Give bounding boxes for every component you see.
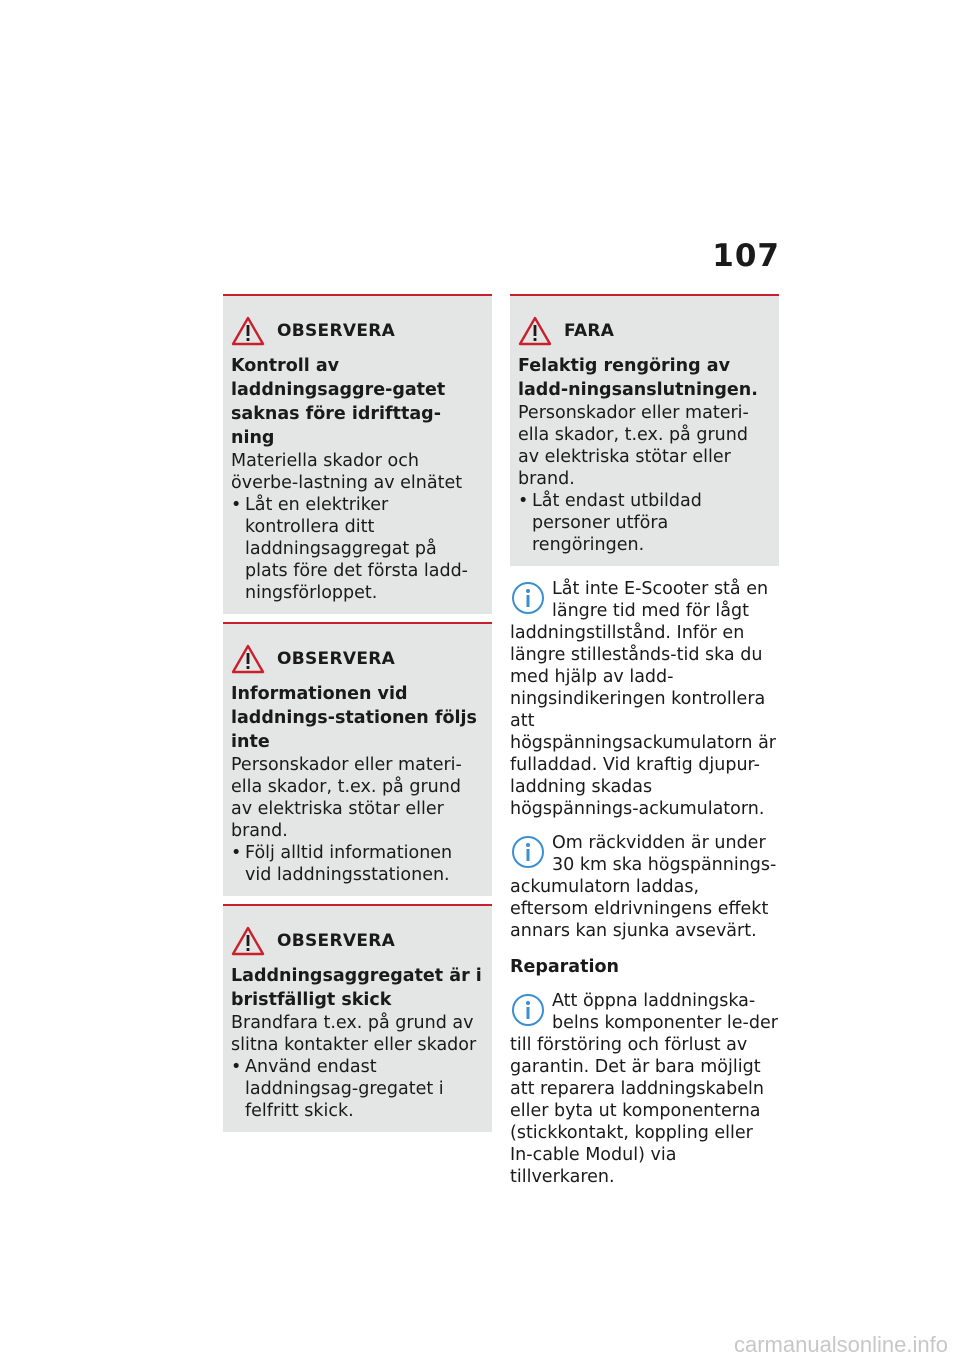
box-text: Personskador eller materi-ella skador, t.ex. på grund av elektriska stötar eller brand.	[231, 755, 462, 841]
box-title: Laddningsaggregatet är i bristfälligt skick	[231, 966, 482, 1010]
info-icon	[510, 992, 546, 1028]
info-note-repair: Att öppna laddningska-belns komponenter le-der till förstöring och förlust av garantin. Det är bara möjligt att reparera laddningskabeln eller byta ut komponenterna (stickkontakt, koppling eller In-cable Modul) via tillverkaren.	[510, 991, 778, 1187]
warning-triangle-icon	[231, 926, 265, 956]
box-title: Informationen vid laddnings-stationen följs inte	[231, 684, 477, 752]
info-icon	[510, 580, 546, 616]
box-label: OBSERVERA	[277, 649, 396, 669]
bullet-item: • Följ alltid informationen vid laddningsstationen.	[231, 843, 453, 885]
watermark: carmanualsonline.info	[733, 1332, 948, 1357]
box-text: Brandfara t.ex. på grund av slitna kontakter eller skador	[231, 1013, 477, 1055]
box-label: OBSERVERA	[277, 321, 396, 341]
observera-box-1	[223, 294, 492, 614]
box-label: FARA	[564, 321, 615, 341]
box-label: OBSERVERA	[277, 931, 396, 951]
box-title: Kontroll av laddningsaggre-gatet saknas före idrifttag-ning	[231, 356, 446, 448]
box-title: Felaktig rengöring av ladd-ningsanslutningen.	[518, 356, 758, 400]
bullet-item: • Använd endast laddningsag-gregatet i felfritt skick.	[231, 1057, 444, 1121]
left-column	[223, 294, 492, 1140]
page-number: 107	[712, 238, 780, 274]
info-note-1: Låt inte E-Scooter stå en längre tid med för lågt laddningstillstånd. Inför en längre stillestånds-tid ska du med hjälp av ladd-ningsindikeringen kontrollera att högspänningsackumulatorn är fulladdad. Vid kraftig djupur-laddning skadas högspännings-ackumulatorn.	[510, 579, 777, 819]
section-heading: Reparation	[510, 957, 619, 977]
info-icon	[510, 834, 546, 870]
bullet-item: • Låt en elektriker kontrollera ditt laddningsaggregat på plats före det första ladd-ningsförloppet.	[231, 495, 468, 603]
box-text: Personskador eller materi-ella skador, t.ex. på grund av elektriska stötar eller brand.	[518, 403, 749, 489]
right-column	[510, 294, 779, 1188]
warning-triangle-icon	[231, 316, 265, 346]
warning-triangle-icon	[518, 316, 552, 346]
observera-box-3	[223, 904, 492, 1132]
info-note-2: Om räckvidden är under 30 km ska högspännings-ackumulatorn laddas, eftersom eldrivningens effekt annars kan sjunka avsevärt.	[510, 833, 777, 941]
bullet-item: • Låt endast utbildad personer utföra rengöringen.	[518, 491, 702, 555]
fara-box	[510, 294, 779, 566]
box-text: Materiella skador och överbe-lastning av elnätet	[231, 451, 463, 493]
warning-triangle-icon	[231, 644, 265, 674]
observera-box-2	[223, 622, 492, 896]
